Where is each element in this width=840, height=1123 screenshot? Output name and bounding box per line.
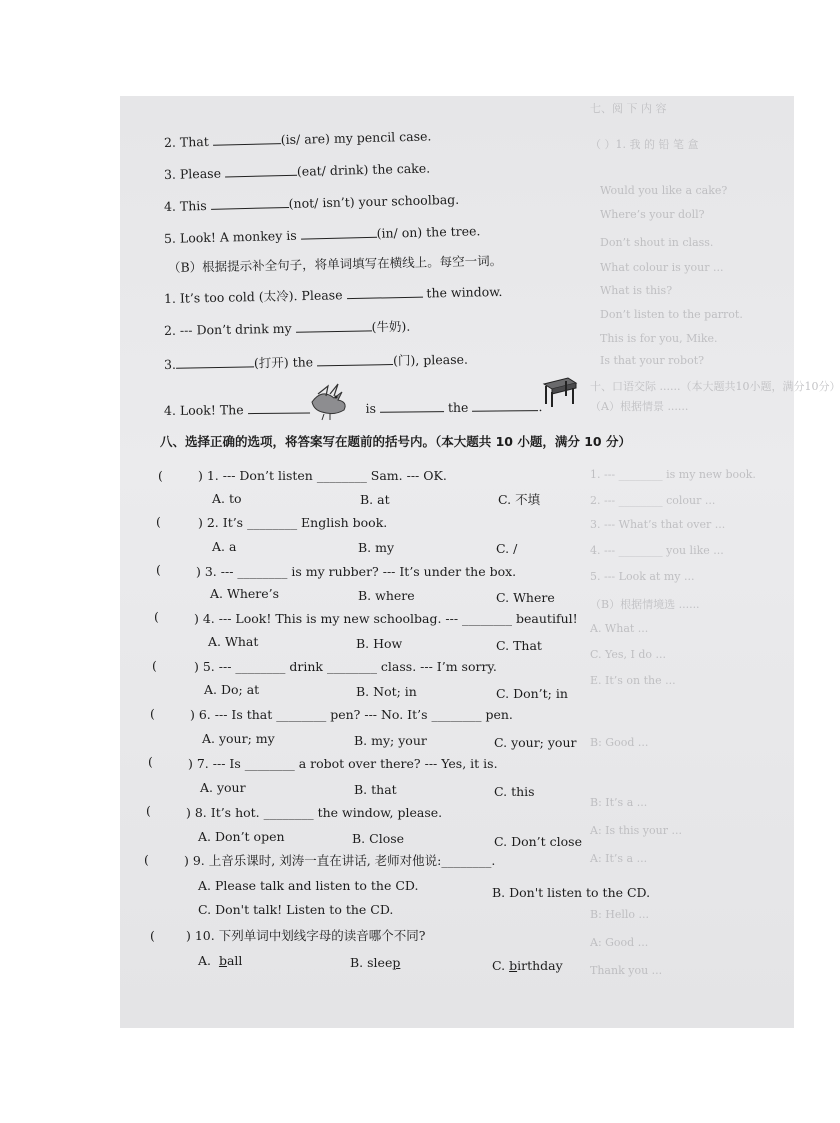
part-b-q3 bbox=[164, 351, 468, 373]
answer-paren[interactable]: ( bbox=[154, 609, 159, 624]
item-text: This bbox=[179, 197, 207, 214]
option-c: C. Where bbox=[496, 590, 555, 605]
question-stem: ) 4. --- Look! This is my new schoolbag. --- ________ beautiful! bbox=[194, 611, 578, 626]
question-text: (打开) the bbox=[253, 354, 314, 371]
exam-paper-photo: 七、阅 下 内 容 （ ）1. 我 的 铅 笔 盒 Would you like a cake? Where’s your doll? Don’t shout in class. What colour is your ... What is this? Don’t listen to the parrot. This is for you, Mike. Is that your robot? 十、口语交际 ......（本大题共10小题，满分10分） （A）根据情景 ...... 1. --- ________ is my new book. 2. --- ________ colour ... 3. --- What’s that over ... 4. --- ________ you like ... 5. --- Look at my ... （B）根据情境选 ...... A. What ... C. Yes, I do ... E. It’s on the ... B: Good ... B: It’s a ... A: Is this your ... A: It’s a ... B: Hello ... A: Good ... Thank you ... 2. That (is/ are) my pencil case. 3. Please (eat/ drink) the cake. 4. This (not/ isn’t) your schoolbag. 5. Look! A monkey is (in/ on) the tree. （B）根据提示补全句子，将单词填写在横线上。每空一词。 1. It’s too cold (太冷). Please the window. 2. --- Don’t drink my (牛奶). 3. (打开) the (门), please. 4. Look! The is the . 八、选择正确的选项，将答案写在题前的括号内。（本大题共 10 小题，满分 10 分） ( ) 1. --- Don’t listen ________ Sam. --- OK. A. to B. at C. 不填 ( ) 2. It’s ________ English book. A. a B. my C. / ( ) 3. --- ________ is my rubber? --- It’s under the box. A. Where’s B. where C. Where ( ) 4. --- Look! This is my new schoolbag. --- ________ beautiful! A. What B. How C. That ( ) 5. --- ________ drink ________ class. --- I’m sorry. A. Do; at B. Not; in C. Don’t; in ( ) 6. --- Is that ________ pen? --- No. It’s ________ pen. A. your; my B. my; your C. your; your ( ) 7. --- Is ________ a robot over there? --- Yes, it is. A. your B. that C. this ( ) 8. It’s hot. ________ the window, please. A. Don’t open B. Close C. Don’t close ( ) 9. 上音乐课时, 刘涛一直在讲话, 老师对他说:________. A. Please talk and listen to the CD. B. Don't listen to the CD. C. Don't talk! Listen to the CD. ( ) 10. 下列单词中划线字母的读音哪个不同? A. ball B. sleep C. birthday bbox=[120, 96, 794, 1028]
underlined-letter: b bbox=[509, 958, 518, 973]
option-a: A. Where’s bbox=[210, 586, 280, 601]
question-stem: ) 7. --- Is ________ a robot over there? --- Yes, it is. bbox=[188, 756, 498, 771]
option-prefix: A. bbox=[198, 953, 219, 968]
answer-paren[interactable]: ( bbox=[156, 562, 161, 577]
question-stem: ) 3. --- ________ is my rubber? --- It’s under the box. bbox=[196, 564, 517, 579]
answer-blank[interactable] bbox=[346, 285, 422, 300]
answer-blank[interactable] bbox=[317, 352, 393, 366]
option-b: B. my; your bbox=[354, 733, 427, 748]
answer-blank[interactable] bbox=[225, 163, 297, 178]
option-c: C. Don’t close bbox=[494, 834, 582, 849]
option-a: A. your; my bbox=[202, 731, 275, 746]
item-text: (in/ on) the tree. bbox=[376, 223, 481, 241]
option-a: A. your bbox=[200, 780, 246, 795]
desk-illustration bbox=[542, 374, 578, 408]
question-stem: ) 8. It’s hot. ________ the window, please. bbox=[186, 805, 443, 820]
option-b: B. How bbox=[356, 636, 403, 651]
option-prefix: C. bbox=[492, 958, 510, 973]
option-c: C. / bbox=[496, 541, 518, 556]
item-number: 2. bbox=[163, 134, 177, 150]
question-text: (牛奶). bbox=[371, 318, 411, 335]
item-text: (not/ isn’t) your schoolbag. bbox=[288, 191, 460, 211]
answer-blank[interactable] bbox=[176, 354, 254, 368]
part-b-q1 bbox=[164, 283, 503, 307]
option-c: C. That bbox=[496, 638, 542, 653]
question-stem: ) 10. 下列单词中划线字母的读音哪个不同? bbox=[186, 928, 426, 943]
option-b bbox=[350, 955, 400, 971]
option-a: A. Please talk and listen to the CD. bbox=[198, 878, 419, 893]
option-c: C. your; your bbox=[494, 735, 577, 750]
option-c: C. 不填 bbox=[498, 492, 541, 507]
part-a-item-3 bbox=[164, 159, 431, 182]
option-c: C. this bbox=[494, 784, 535, 799]
answer-paren[interactable]: ( bbox=[144, 852, 149, 867]
option-prefix: B. slee bbox=[350, 955, 393, 970]
question-stem: ) 2. It’s ________ English book. bbox=[198, 515, 388, 530]
answer-blank[interactable] bbox=[210, 195, 288, 210]
option-a: A. to bbox=[212, 491, 242, 506]
item-number: 5. bbox=[163, 230, 177, 246]
option-b: B. that bbox=[354, 782, 397, 797]
question-text: 4. Look! The bbox=[163, 402, 244, 418]
answer-blank[interactable] bbox=[295, 318, 371, 332]
option-c: C. Don't talk! Listen to the CD. bbox=[198, 902, 394, 917]
part-a-item-5 bbox=[164, 222, 481, 247]
option-rest: irthday bbox=[517, 958, 563, 973]
item-text: That bbox=[179, 133, 209, 150]
answer-paren[interactable]: ( bbox=[152, 658, 157, 673]
option-c: C. Don’t; in bbox=[496, 686, 568, 701]
question-stem: ) 1. --- Don’t listen ________ Sam. --- OK. bbox=[198, 468, 447, 483]
question-text: the bbox=[447, 399, 469, 416]
item-text: Please bbox=[179, 165, 222, 182]
answer-blank[interactable] bbox=[248, 400, 310, 414]
question-stem: ) 5. --- ________ drink ________ class. --- I’m sorry. bbox=[194, 659, 497, 674]
item-text: (eat/ drink) the cake. bbox=[296, 160, 431, 179]
answer-paren[interactable]: ( bbox=[158, 468, 163, 483]
part-b-q2 bbox=[164, 318, 411, 339]
option-a: A. What bbox=[208, 634, 259, 649]
option-b: B. my bbox=[358, 540, 395, 555]
underlined-letter: b bbox=[218, 953, 227, 968]
question-stem: ) 9. 上音乐课时, 刘涛一直在讲话, 老师对他说:________. bbox=[184, 853, 496, 868]
item-number: 4. bbox=[163, 198, 177, 214]
item-text: (is/ are) my pencil case. bbox=[280, 128, 432, 148]
part-b-q4 bbox=[164, 398, 543, 419]
question-stem: ) 6. --- Is that ________ pen? --- No. It’s ________ pen. bbox=[190, 707, 513, 722]
part-b-instruction: （B）根据提示补全句子，将单词填写在横线上。每空一词。 bbox=[167, 253, 503, 275]
bird-illustration bbox=[308, 384, 352, 420]
option-a: A. a bbox=[212, 539, 237, 554]
option-c bbox=[492, 958, 563, 974]
option-a: A. Do; at bbox=[204, 682, 260, 697]
option-b: B. Don't listen to the CD. bbox=[492, 885, 651, 900]
question-text: (门), please. bbox=[392, 351, 469, 369]
underlined-letter: p bbox=[392, 955, 401, 970]
answer-paren[interactable]: ( bbox=[148, 754, 153, 769]
answer-blank[interactable] bbox=[472, 398, 538, 412]
question-text: is bbox=[365, 400, 377, 416]
part-a-item-4 bbox=[164, 191, 460, 215]
option-a bbox=[198, 953, 242, 969]
option-a: A. Don’t open bbox=[198, 829, 285, 844]
question-text: . bbox=[538, 399, 543, 415]
answer-paren[interactable]: ( bbox=[146, 803, 151, 818]
question-text: 1. It’s too cold (太冷). Please bbox=[163, 287, 343, 306]
part-a-item-2 bbox=[164, 127, 432, 151]
option-b: B. Close bbox=[352, 831, 405, 846]
answer-paren[interactable]: ( bbox=[150, 928, 155, 943]
question-text: 2. --- Don’t drink my bbox=[163, 320, 292, 338]
item-number: 3. bbox=[163, 166, 177, 182]
answer-paren[interactable]: ( bbox=[156, 514, 161, 529]
option-b: B. at bbox=[360, 492, 390, 507]
option-rest: all bbox=[226, 953, 243, 968]
answer-paren[interactable]: ( bbox=[150, 706, 155, 721]
answer-blank[interactable] bbox=[213, 131, 281, 146]
section-8-title: 八、选择正确的选项，将答案写在题前的括号内。（本大题共 10 小题，满分 10 分） bbox=[160, 434, 631, 449]
option-b: B. where bbox=[358, 588, 415, 603]
answer-blank[interactable] bbox=[300, 225, 376, 240]
question-text: the window. bbox=[426, 283, 503, 301]
option-b: B. Not; in bbox=[356, 684, 417, 699]
question-text: 3. bbox=[163, 356, 177, 372]
item-text: Look! A monkey is bbox=[179, 227, 297, 246]
answer-blank[interactable] bbox=[380, 399, 444, 413]
